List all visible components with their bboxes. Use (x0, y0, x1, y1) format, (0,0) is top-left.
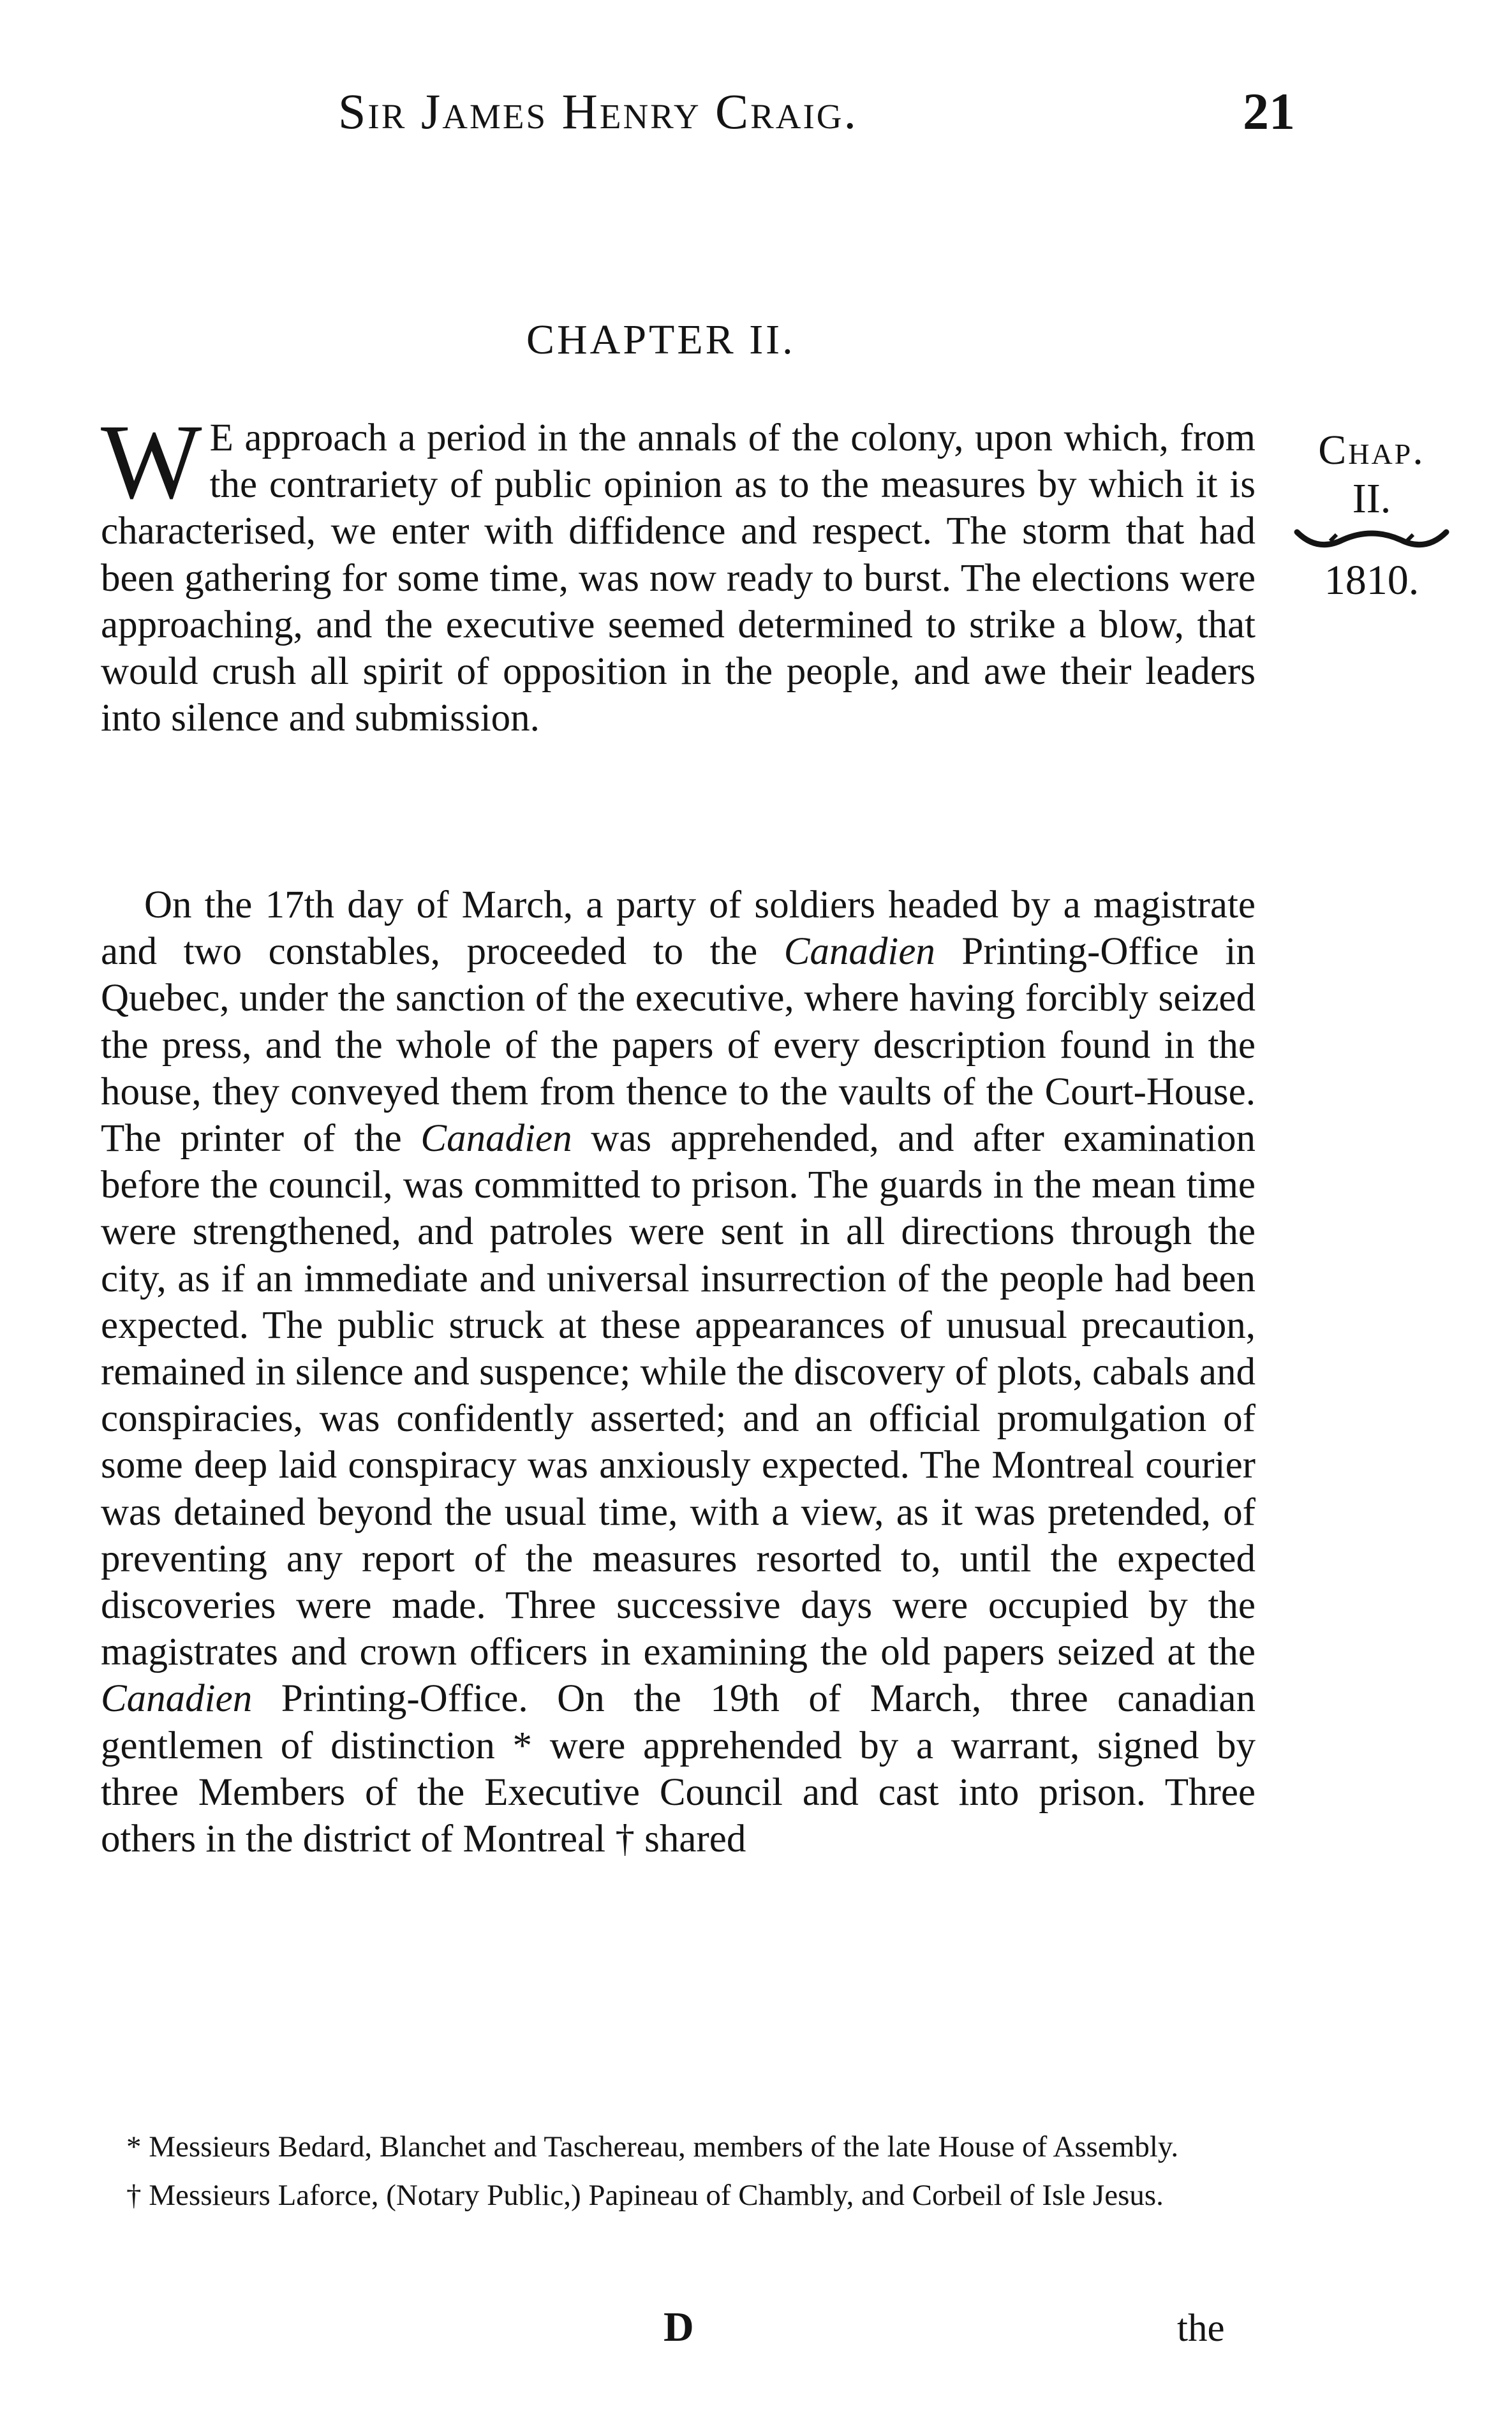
paragraph-2-text-a: On the 17th day of March, a party of soldiers headed by a magistrate and two constables, proceeded to the (101, 884, 1256, 974)
newspaper-title: Canadien (420, 1117, 572, 1161)
paragraph-2-text-e: was apprehended, and after examination before the council, was committed to prison. The guards in the mean time were strengthened, and patroles were sent in all directions through the city, as if an immediate and universal insurrection of the people had been expected. The public struck at these appearances of unusual precaution, remained in silence and suspence; while the discovery of plots, cabals and conspiracies, was confidently asserted; and an official promulgation of some deep laid conspiracy was anxiously expected. The Montreal courier was detained beyond the usual time, with a view, as it was pretended, of preventing any report of the measures resorted to, until the expected discoveries were made. Three successive days were occupied by the magistrates and crown officers in examining the old papers seized at the (101, 1117, 1256, 1674)
footnote-1: * Messieurs Bedard, Blanchet and Taschereau, members of the late House of Assembly. (126, 2130, 1179, 2163)
paragraph-2-text-c: Printing-Office in Quebec, under the sanction of the executive, where having forcibly seized the press, and the whole of the papers of every description found in the house, they conveyed them from thence to the vaults of the Court-House. The printer of the (101, 930, 1256, 1161)
margin-year: 1810. (1324, 557, 1419, 604)
drop-cap: W (101, 403, 202, 521)
swash-ornament-icon (1292, 527, 1451, 556)
paragraph-2 (101, 882, 1256, 1862)
margin-chapter-number: II. (1352, 475, 1391, 522)
catchword: the (1177, 2307, 1225, 2350)
signature-mark: D (663, 2304, 694, 2350)
paragraph-2-text-g: Printing-Office. On the 19th of March, three canadian gentlemen of distinction * were apprehended by a warrant, signed by three Members of the Executive Council and cast into prison. Three others in the district of Montreal † shared (101, 1677, 1256, 1861)
running-head: Sir James Henry Craig. (338, 84, 859, 139)
footnotes (101, 2130, 1256, 2227)
newspaper-title: Canadien (783, 930, 935, 974)
chapter-title: CHAPTER II. (526, 316, 796, 363)
margin-chap-label: Chap. (1318, 427, 1425, 473)
paragraph-1-text: E approach a period in the annals of the colony, upon which, from the contrariety of public opinion as to the measures by which it is characterised, we enter with diffidence and respect. The storm that had been gathering for some time, was now ready to burst. The elections were approaching, and the executive seemed determined to strike a blow, that would crush all spirit of opposition in the people, and awe their leaders into silence and submission. (101, 417, 1256, 740)
footnote-2: † Messieurs Laforce, (Notary Public,) Papineau of Chambly, and Corbeil of Isle Jesus. (126, 2179, 1164, 2212)
page-number: 21 (1243, 82, 1295, 140)
paragraph-1 (101, 403, 1256, 741)
newspaper-title: Canadien (101, 1677, 253, 1721)
marginal-note (1289, 426, 1455, 605)
